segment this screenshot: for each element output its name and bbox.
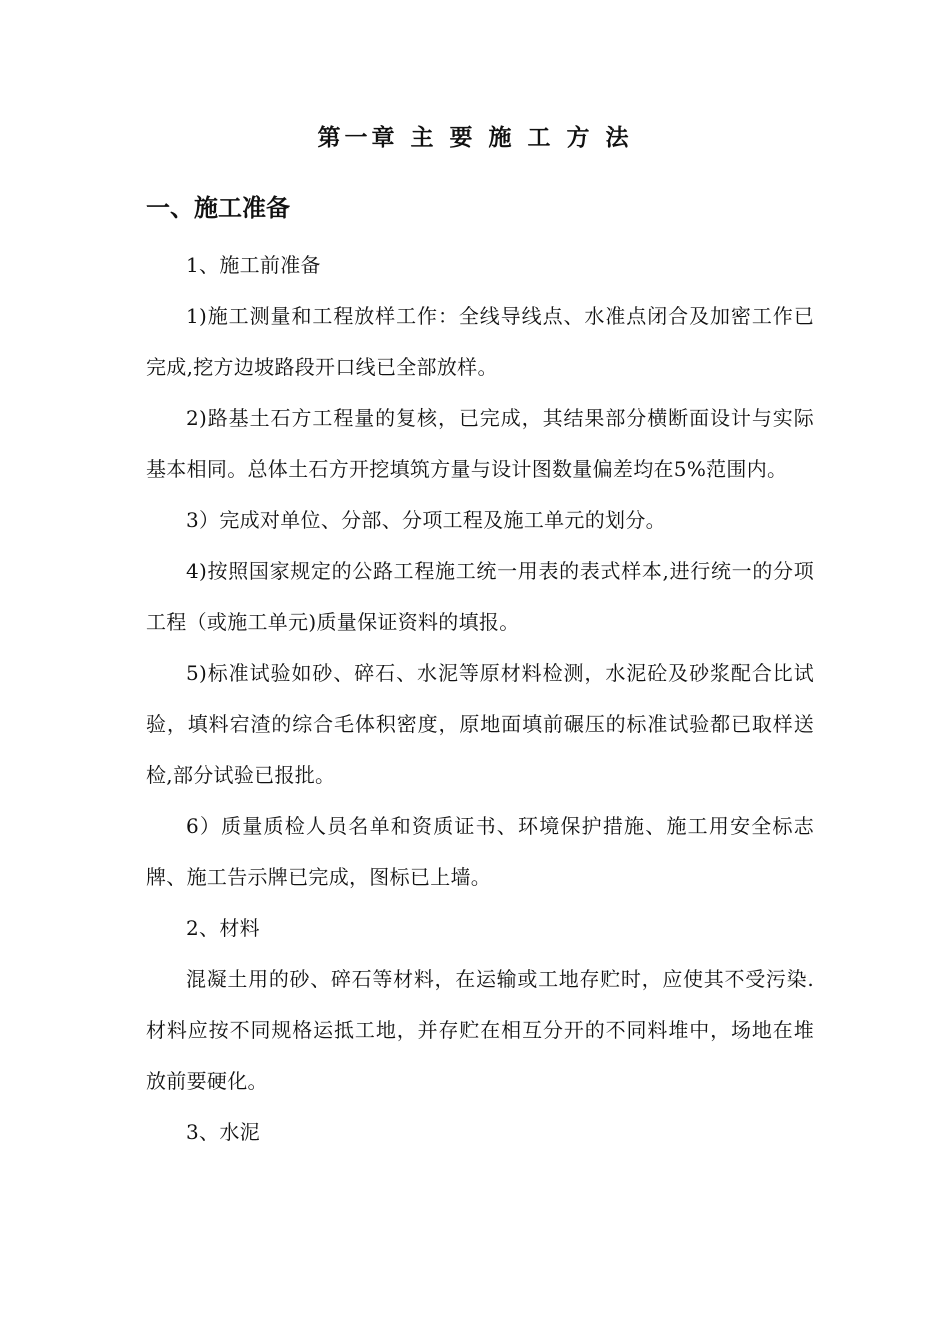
paragraph: 3、水泥	[186, 1120, 260, 1144]
paragraph: 3）完成对单位、分部、分项工程及施工单元的划分。	[186, 508, 666, 532]
paragraph: 1、施工前准备	[186, 253, 321, 277]
page-title: 第一章 主 要 施 工 方 法	[317, 124, 633, 151]
paragraph: 混凝土用的砂、碎石等材料，在运输或工地存贮时，应使其不受污染.材料应按不同规格运抵工地，并存贮在相互分开的不同料堆中，场地在堆放前要硬化。	[146, 967, 814, 1093]
section-heading: 一、施工准备	[146, 194, 290, 222]
paragraph: 2、材料	[186, 916, 260, 940]
paragraph: 5)标准试验如砂、碎石、水泥等原材料检测，水泥砼及砂浆配合比试验，填料宕渣的综合毛体积密度，原地面填前碾压的标准试验都已取样送检,部分试验已报批。	[146, 661, 814, 787]
paragraph: 1)施工测量和工程放样工作：全线导线点、水准点闭合及加密工作已完成,挖方边坡路段开口线已全部放样。	[146, 304, 814, 379]
paragraph: 4)按照国家规定的公路工程施工统一用表的表式样本,进行统一的分项工程（或施工单元)质量保证资料的填报。	[146, 559, 814, 634]
paragraph: 6）质量质检人员名单和资质证书、环境保护措施、施工用安全标志牌、施工告示牌已完成，图标已上墙。	[146, 814, 814, 889]
body-text	[146, 240, 814, 1158]
paragraph: 2)路基土石方工程量的复核，已完成，其结果部分横断面设计与实际基本相同。总体土石方开挖填筑方量与设计图数量偏差均在5%范围内。	[146, 406, 814, 481]
